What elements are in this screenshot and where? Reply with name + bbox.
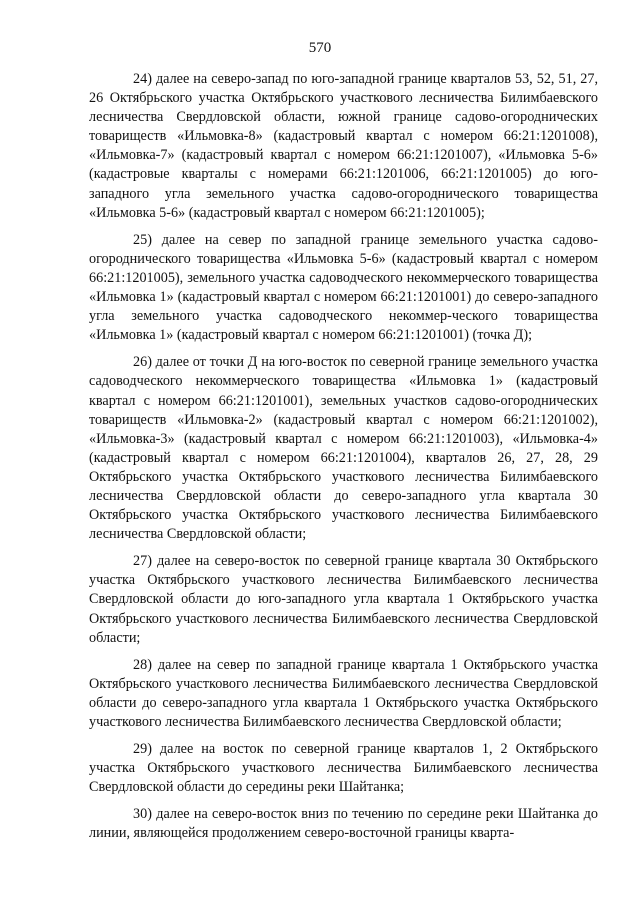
paragraph-30: 30) далее на северо-восток вниз по течению по середине реки Шайтанка до линии, являющейся продолжением северо-восточной границы кварта- bbox=[89, 806, 598, 842]
paragraph-26: 26) далее от точки Д на юго-восток по северной границе земельного участка садоводческого некоммерческого товарищества «Ильмовка 1» (кадастровый квартал с номером 66:21:1201001), земельных участков садово-огороднических товариществ «Ильмовка-2» (кадастровый квартал с номером 66:21:1201002), «Ильмовка-3» (кадастровый квартал с номером 66:21:1201003), «Ильмовка-4» (кадастровый квартал с номером 66:21:1201004), кварталов 26, 27, 28, 29 Октябрьского участка Октябрьского участкового лесничества Билимбаевского лесничества Свердловской области до северо-западного угла квартала 30 Октябрьского участка Октябрьского участкового лесничества Билимбаевского лесничества Свердловской области; bbox=[89, 354, 598, 543]
page-number: 570 bbox=[308, 40, 332, 56]
paragraph-28: 28) далее на север по западной границе квартала 1 Октябрьского участка Октябрьского участкового лесничества Билимбаевского лесничества Свердловской области до северо-западного угла квартала 1 Октябрьского участка Октябрьского участкового лесничества Билимбаевского лесничества Свердловской области; bbox=[89, 656, 598, 730]
paragraph-25: 25) далее на север по западной границе земельного участка садово-огороднического товарищества «Ильмовка 5-6» (кадастровый квартал с номером 66:21:1201005), земельного участка садоводческого некоммерческого товарищества «Ильмовка 1» (кадастровый квартал с номером 66:21:1201001) до северо-западного угла земельного участка садоводческого некоммер-ческого товарищества «Ильмовка 1» (кадастровый квартал с номером 66:21:1201001) (точка Д); bbox=[89, 231, 598, 344]
paragraph-29: 29) далее на восток по северной границе кварталов 1, 2 Октябрьского участка Октябрьского участкового лесничества Билимбаевского лесничества Свердловской области до середины реки Шайтанка; bbox=[89, 741, 598, 796]
paragraph-24: 24) далее на северо-запад по юго-западной границе кварталов 53, 52, 51, 27, 26 Октябрьского участка Октябрьского участкового лесничества Билимбаевского лесничества Свердловской области, южной границе садово-огороднических товариществ «Ильмовка-8» (кадастровый квартал с номером 66:21:1201008), «Ильмовка-7» (кадастровый квартал с номером 66:21:1201007), «Ильмовка 5-6» (кадастровые кварталы с номерами 66:21:1201006, 66:21:1201005) до юго-западного угла земельного участка садово-огороднического товарищества «Ильмовка 5-6» (кадастровый квартал с номером 66:21:1201005); bbox=[89, 71, 598, 221]
document-body bbox=[89, 70, 598, 852]
paragraph-27: 27) далее на северо-восток по северной границе квартала 30 Октябрьского участка Октябрьского участкового лесничества Билимбаевского лесничества Свердловской области до юго-западного угла квартала 1 Октябрьского участка Октябрьского участкового лесничества Билимбаевского лесничества Свердловской области; bbox=[89, 553, 598, 646]
